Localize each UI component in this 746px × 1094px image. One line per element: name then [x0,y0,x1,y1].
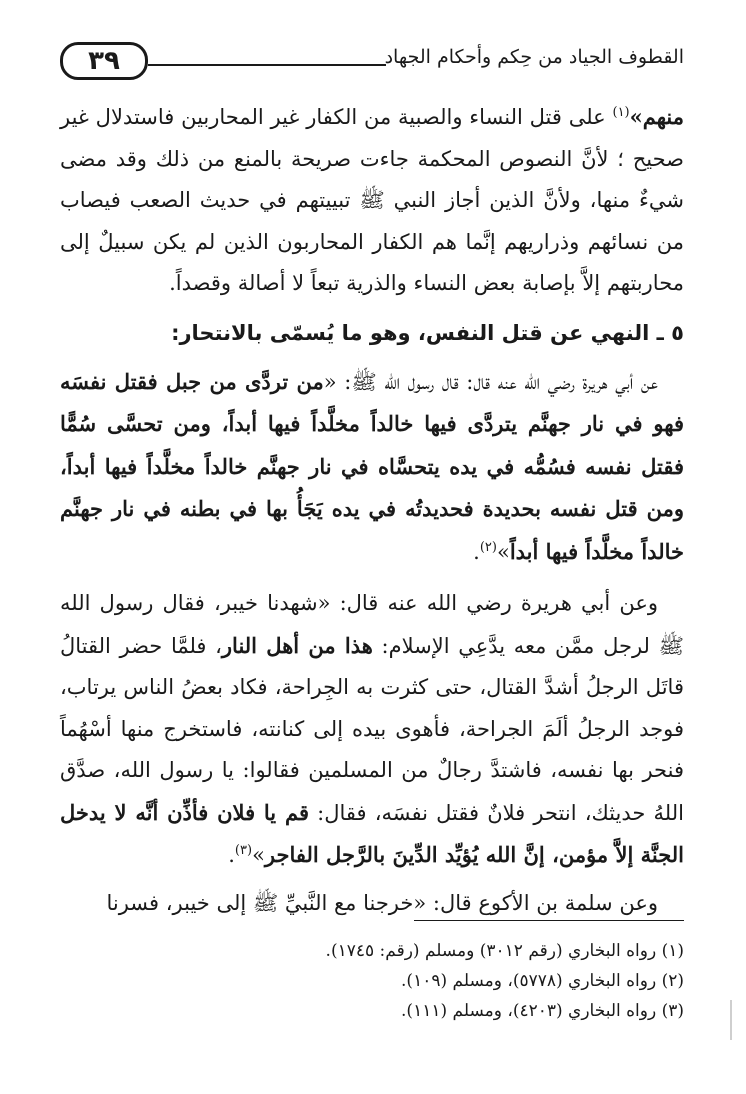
main-text [60,96,684,924]
running-title: القطوف الجياد من حِكم وأحكام الجهاد [384,46,684,68]
paragraph-3-mid: ، فلمَّا حضر القتالُ قاتَل الرجلُ أشدَّ القتال، حتى كثرت به الجِراحة، فكاد بعضُ الناس يرتاب، فوجد الرجلُ ألَمَ الجراحة، فأهوى بيده إلى كنانته، فاستخرج منها أسْهُماً فنحر بها نفسه، فاشتدَّ رجالٌ من المسلمين فقالوا: يا رسول الله، صدَّق اللهُ حديثك، انتحر فلانٌ فقتل نفسَه، فقال: [60,633,684,825]
paragraph-3-bold-1: هذا من أهل النار [221,632,373,658]
paragraph-3-end: . [228,843,235,867]
paragraph-2 [60,361,684,574]
header-rule [148,64,386,66]
paragraph-2-end: . [473,539,480,564]
paragraph-3-bold-2: قم يا فلان فأذِّن أنَّه لا يدخل الجنَّة إلاَّ مؤمن، إنَّ الله يُؤيِّد الدِّينَ بالرَّجل الفاجر [60,799,684,867]
paragraph-2-hadith: من تردَّى من جبل فقتل نفسَه فهو في نار جهنَّم يتردَّى فيها خالداً مخلَّداً فيها أبداً، ومن تحسَّى سُمًّا فقتل نفسه فسُمُّه في يده يتحسَّاه في نار جهنَّم خالداً مخلَّداً فيها أبداً، ومن قتل نفسه بحديدة فحديدتُه في يده يَجَأُ بها في بطنه في نار جهنَّم خالداً مخلَّداً فيها أبداً [60,368,684,564]
footnote-ref-1: (١) [612,105,630,120]
footnote-3: (٣) رواه البخاري (٤٢٠٣)، ومسلم (١١١). [401,1001,684,1021]
paragraph-1-bold-start: منهم» [629,104,684,129]
paragraph-4: وعن سلمة بن الأكوع قال: «خرجنا مع النَّبيِّ ﷺ إلى خيبر، فسرنا [106,890,658,915]
page-number: ٣٩ [60,42,148,80]
page-header [60,40,684,84]
section-heading: ٥ ـ النهي عن قتل النفس، وهو ما يُسمّى بالانتحار: [171,320,684,345]
footnote-ref-2: (٢) [479,539,497,555]
footnotes [60,936,684,1026]
paragraph-3-lead: وعن أبي هريرة رضي الله عنه قال: «شهدنا خيبر، فقال رسول الله ﷺ لرجل ممَّن معه يدَّعِي الإسلام: [60,591,684,658]
paragraph-1-text: على قتل النساء والصبية من الكفار غير المحاربين فاستدلال غير صحيح ؛ لأنَّ النصوص المحكمة جاءت صريحة بالمنع من ذلك وقد مضى شيءٌ منها، ولأنَّ الذين أجاز النبي ﷺ تبييتهم في حديث الصعب فيصاب من نسائهم وذراريهم إنَّما هم الكفار المحاربون الذين لم يكن سبيلٌ إلى محاربتهم إلاَّ بإصابة بعض النساء والذرية تبعاً لا أصالة وقصداً. [60,105,684,295]
paragraph-2-tail: » [496,539,510,564]
paragraph-3-tail: » [252,843,265,867]
paragraph-2-lead: عن أبي هريرة رضي الله عنه قال: قال رسول الله ﷺ: « [323,369,658,394]
paragraph-1 [60,96,684,305]
footnote-ref-3: (٣) [234,843,253,858]
footnote-2: (٢) رواه البخاري (٥٧٧٨)، ومسلم (١٠٩). [401,971,684,991]
footnote-1: (١) رواه البخاري (رقم ٣٠١٢) ومسلم (رقم: ١٧٤٥). [325,941,684,961]
paragraph-3 [60,583,684,877]
footnote-separator [414,920,684,921]
scan-edge-mark [730,1000,732,1040]
